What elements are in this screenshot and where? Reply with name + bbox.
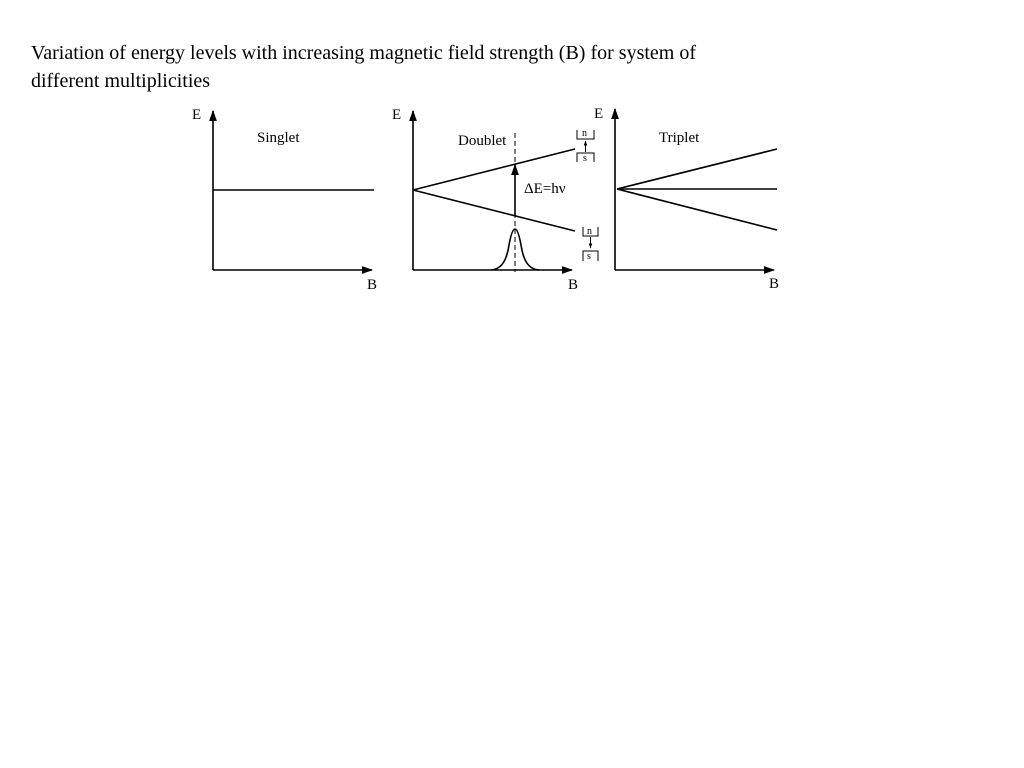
singlet-title: Singlet (257, 130, 300, 146)
singlet-energy-axis-label: E (192, 107, 202, 123)
triplet-energy-axis-label: E (594, 106, 604, 122)
doublet-energy-axis-label: E (392, 107, 402, 123)
singlet-panel (192, 107, 377, 293)
upper-spin-n-label: n (582, 128, 587, 139)
upper-spin-s-label: s (583, 153, 587, 164)
lower-spin-n-label: n (587, 226, 592, 237)
triplet-title: Triplet (659, 130, 700, 146)
doublet-field-axis-label: B (568, 277, 579, 293)
doublet-title: Doublet (458, 133, 507, 149)
triplet-upper-level (617, 149, 777, 189)
lower-spin-state-icon (583, 226, 598, 262)
caption: Variation of energy levels with increasing magnetic field strength (B) for system of different multiplicities (31, 42, 696, 92)
transition-energy-label: ΔE=hν (524, 181, 566, 197)
triplet-field-axis-label: B (769, 276, 780, 292)
lower-spin-s-label: s (587, 251, 591, 262)
upper-spin-state-icon (577, 128, 594, 164)
triplet-panel (594, 106, 779, 292)
doublet-panel (392, 107, 598, 293)
triplet-lower-level (617, 189, 777, 230)
singlet-field-axis-label: B (367, 277, 378, 293)
